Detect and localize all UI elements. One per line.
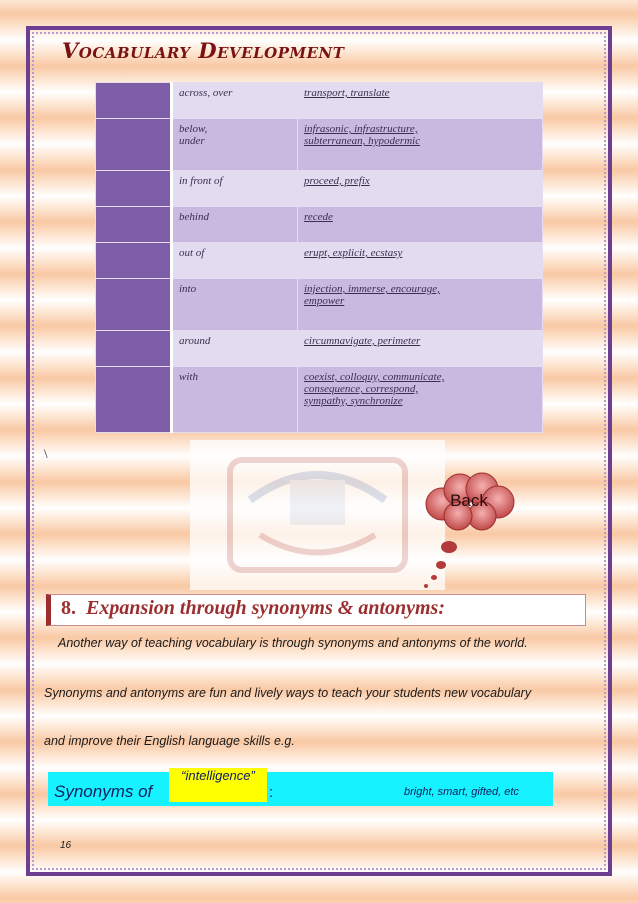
table-row bbox=[96, 331, 543, 367]
examples-cell: erupt, explicit, ecstasy bbox=[298, 243, 543, 279]
prefix-cell bbox=[96, 243, 172, 279]
page-title: Vocabulary Development bbox=[62, 38, 345, 63]
section-heading bbox=[46, 594, 586, 626]
page-number: 16 bbox=[60, 840, 72, 851]
examples-cell: transport, translate bbox=[298, 83, 543, 119]
meaning-cell: in front of bbox=[172, 171, 298, 207]
prefix-cell bbox=[96, 279, 172, 331]
examples-cell: circumnavigate, perimeter bbox=[298, 331, 543, 367]
meaning-cell: with bbox=[172, 367, 298, 433]
meaning-cell: around bbox=[172, 331, 298, 367]
table-row bbox=[96, 119, 543, 171]
prefix-cell bbox=[96, 119, 172, 171]
back-button[interactable] bbox=[422, 472, 516, 532]
thought-bubble-dot bbox=[424, 584, 428, 588]
meaning-cell: out of bbox=[172, 243, 298, 279]
synonyms-list: bright, smart, gifted, etc bbox=[404, 786, 519, 798]
paragraph-line-3: and improve their English language skills e.g. bbox=[44, 734, 295, 748]
prefix-cell bbox=[96, 83, 172, 119]
prefix-cell bbox=[96, 171, 172, 207]
meaning-cell: behind bbox=[172, 207, 298, 243]
meaning-cell: across, over bbox=[172, 83, 298, 119]
watermark-emblem-graphic bbox=[190, 440, 445, 590]
prefix-cell bbox=[96, 331, 172, 367]
section-number: 8. bbox=[61, 597, 76, 619]
table-row bbox=[96, 243, 543, 279]
examples-cell: recede bbox=[298, 207, 543, 243]
table-row bbox=[96, 279, 543, 331]
thought-bubble-dot bbox=[436, 561, 446, 569]
section-heading-text: Expansion through synonyms & antonyms: bbox=[86, 597, 445, 619]
table-row bbox=[96, 171, 543, 207]
meaning-cell: below, under bbox=[172, 119, 298, 171]
paragraph-line-1: Another way of teaching vocabulary is through synonyms and antonyms of the world. bbox=[58, 636, 528, 650]
college-logo-watermark bbox=[190, 440, 445, 590]
synonyms-colon: : bbox=[269, 784, 274, 801]
table-row bbox=[96, 207, 543, 243]
table-row bbox=[96, 83, 543, 119]
stray-backslash: \ bbox=[44, 446, 48, 461]
vocabulary-table bbox=[95, 82, 543, 433]
thought-bubble-dot bbox=[441, 541, 457, 553]
table-row bbox=[96, 367, 543, 433]
examples-cell: coexist, colloquy, communicate, consequence, correspond, sympathy, synchronize bbox=[298, 367, 543, 433]
paragraph-line-2: Synonyms and antonyms are fun and lively ways to teach your students new vocabulary bbox=[44, 686, 532, 700]
synonyms-label: Synonyms of bbox=[54, 782, 153, 801]
synonyms-target-word: “intelligence” bbox=[169, 768, 267, 802]
prefix-cell bbox=[96, 207, 172, 243]
synonyms-bar bbox=[48, 768, 553, 806]
meaning-cell: into bbox=[172, 279, 298, 331]
examples-cell: infrasonic, infrastructure, subterranean, hypodermic bbox=[298, 119, 543, 171]
examples-cell: injection, immerse, encourage, empower bbox=[298, 279, 543, 331]
back-button-label: Back bbox=[450, 491, 488, 510]
thought-bubble-dot bbox=[431, 575, 437, 580]
prefix-cell bbox=[96, 367, 172, 433]
examples-cell: proceed, prefix bbox=[298, 171, 543, 207]
